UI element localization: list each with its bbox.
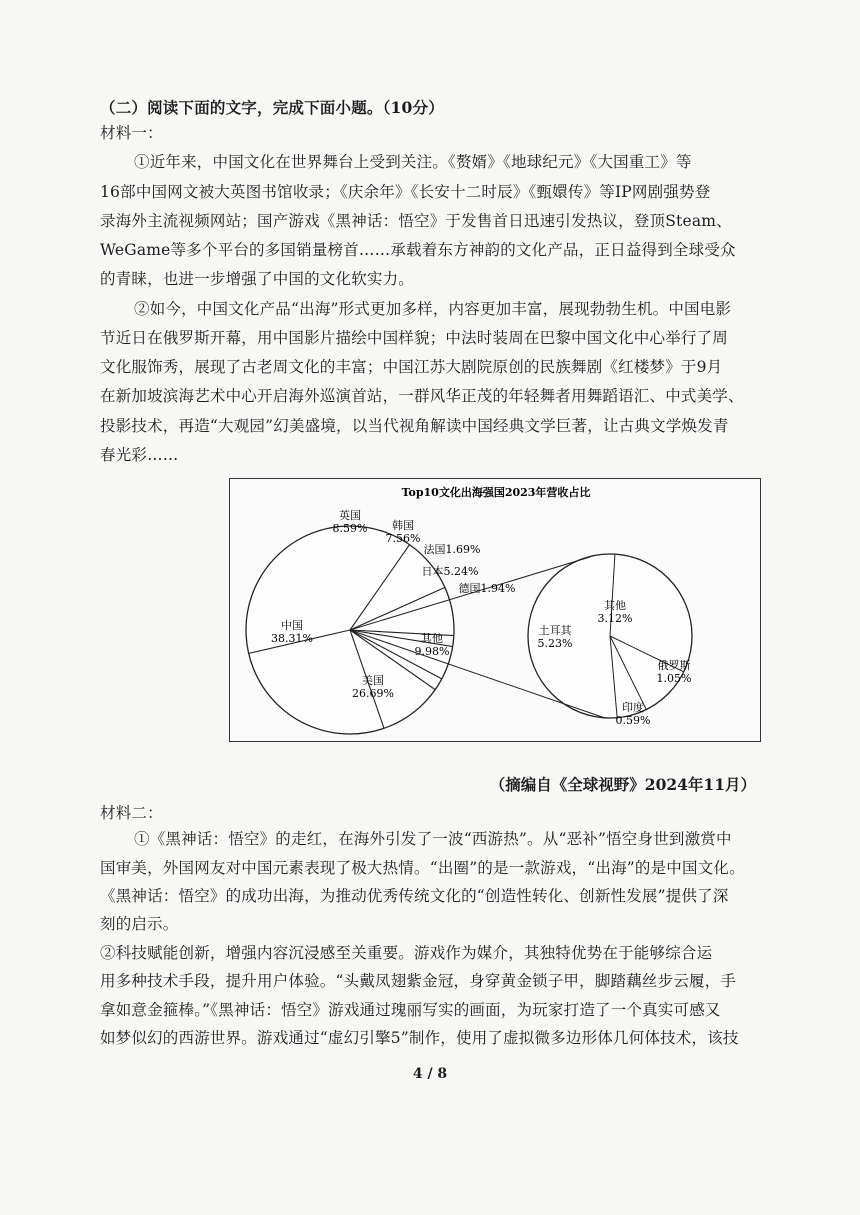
label-uk: 英国 8.59% <box>332 509 368 535</box>
material2-line: 国审美，外国网友对中国元素表现了极大热情。“出圈”的是一款游戏，“出海”的是中国文化。 <box>100 859 745 877</box>
material2-line: 刻的启示。 <box>100 915 179 933</box>
material2-line: ①《黑神话：悟空》的走红，在海外引发了一波“西游热”。从“恶补”悟空身世到激赏中 <box>134 830 732 848</box>
label-germany: 德国1.94% <box>458 582 516 595</box>
material2-line: 拿如意金箍棒。”《黑神话：悟空》游戏通过瑰丽写实的画面，为玩家打造了一个真实可感又 <box>100 1001 721 1019</box>
label-france: 法国1.69% <box>423 543 481 556</box>
material1-line: 春光彩…… <box>100 446 179 464</box>
label-other: 其他 9.98% <box>414 632 450 658</box>
label-china: 中国 38.31% <box>271 619 313 645</box>
material1-line: 16部中国网文被大英图书馆收录；《庆余年》《长安十二时辰》《甄嬛传》等IP网剧强势登 <box>100 183 711 201</box>
material1-line: ②如今，中国文化产品“出海”形式更加多样，内容更加丰富，展现勃勃生机。中国电影 <box>134 300 732 318</box>
chart-title: Top10文化出海强国2023年营收占比 <box>401 486 591 499</box>
material2-label: 材料二： <box>100 804 163 822</box>
page-number: 4 / 8 <box>412 1066 448 1082</box>
material1-line: 录海外主流视频网站；国产游戏《黑神话：悟空》于发售首日迅速引发热议，登顶Steam、 <box>100 212 732 230</box>
material2-line: 用多种技术手段，提升用户体验。“头戴凤翅紫金冠，身穿黄金锁子甲，脚踏藕丝步云履，手 <box>100 972 737 990</box>
pie-chart-figure <box>229 478 761 742</box>
label-turkey: 土耳其 5.23% <box>537 624 573 650</box>
material1-label: 材料一： <box>100 124 163 142</box>
label-russia: 俄罗斯 1.05% <box>656 659 692 685</box>
material1-line: 节近日在俄罗斯开幕，用中国影片描绘中国样貌；中法时装周在巴黎中国文化中心举行了周 <box>100 329 729 347</box>
label-japan: 日本5.24% <box>421 565 479 578</box>
label-korea: 韩国 7.56% <box>385 519 421 545</box>
label-breakout-other: 其他 3.12% <box>597 599 633 625</box>
material1-line: 的青睐，也进一步增强了中国的文化软实力。 <box>100 270 415 288</box>
label-india: 印度 0.59% <box>615 701 651 727</box>
material1-line: ①近年来，中国文化在世界舞台上受到关注。《赘婿》《地球纪元》《大国重工》等 <box>134 153 692 171</box>
label-usa: 美国 26.69% <box>352 674 394 700</box>
material2-line: 如梦似幻的西游世界。游戏通过“虚幻引擎5”制作，使用了虚拟微多边形体几何体技术，该技 <box>100 1029 739 1047</box>
material1-line: 投影技术，再造“大观园”幻美盛境，以当代视角解读中国经典文学巨著，让古典文学焕发青 <box>100 417 729 435</box>
material2-line: 《黑神话：悟空》的成功出海，为推动优秀传统文化的“创造性转化、创新性发展”提供了深 <box>100 887 729 905</box>
section-heading: （二）阅读下面的文字，完成下面小题。（10分） <box>100 98 444 117</box>
material1-line: 在新加坡滨海艺术中心开启海外巡演首站，一群风华正茂的年轻舞者用舞蹈语汇、中式美学、 <box>100 387 744 405</box>
material1-line: 文化服饰秀，展现了古老周文化的丰富；中国江苏大剧院原创的民族舞剧《红楼梦》于9月 <box>100 358 723 376</box>
pie-chart <box>230 479 762 743</box>
material2-line: ②科技赋能创新，增强内容沉浸感至关重要。游戏作为媒介，其独特优势在于能够综合运 <box>100 944 713 962</box>
source-note: （摘编自《全球视野》2024年11月） <box>489 775 756 794</box>
material1-line: WeGame等多个平台的多国销量榜首……承载着东方神韵的文化产品，正日益得到全球受众 <box>100 241 736 259</box>
